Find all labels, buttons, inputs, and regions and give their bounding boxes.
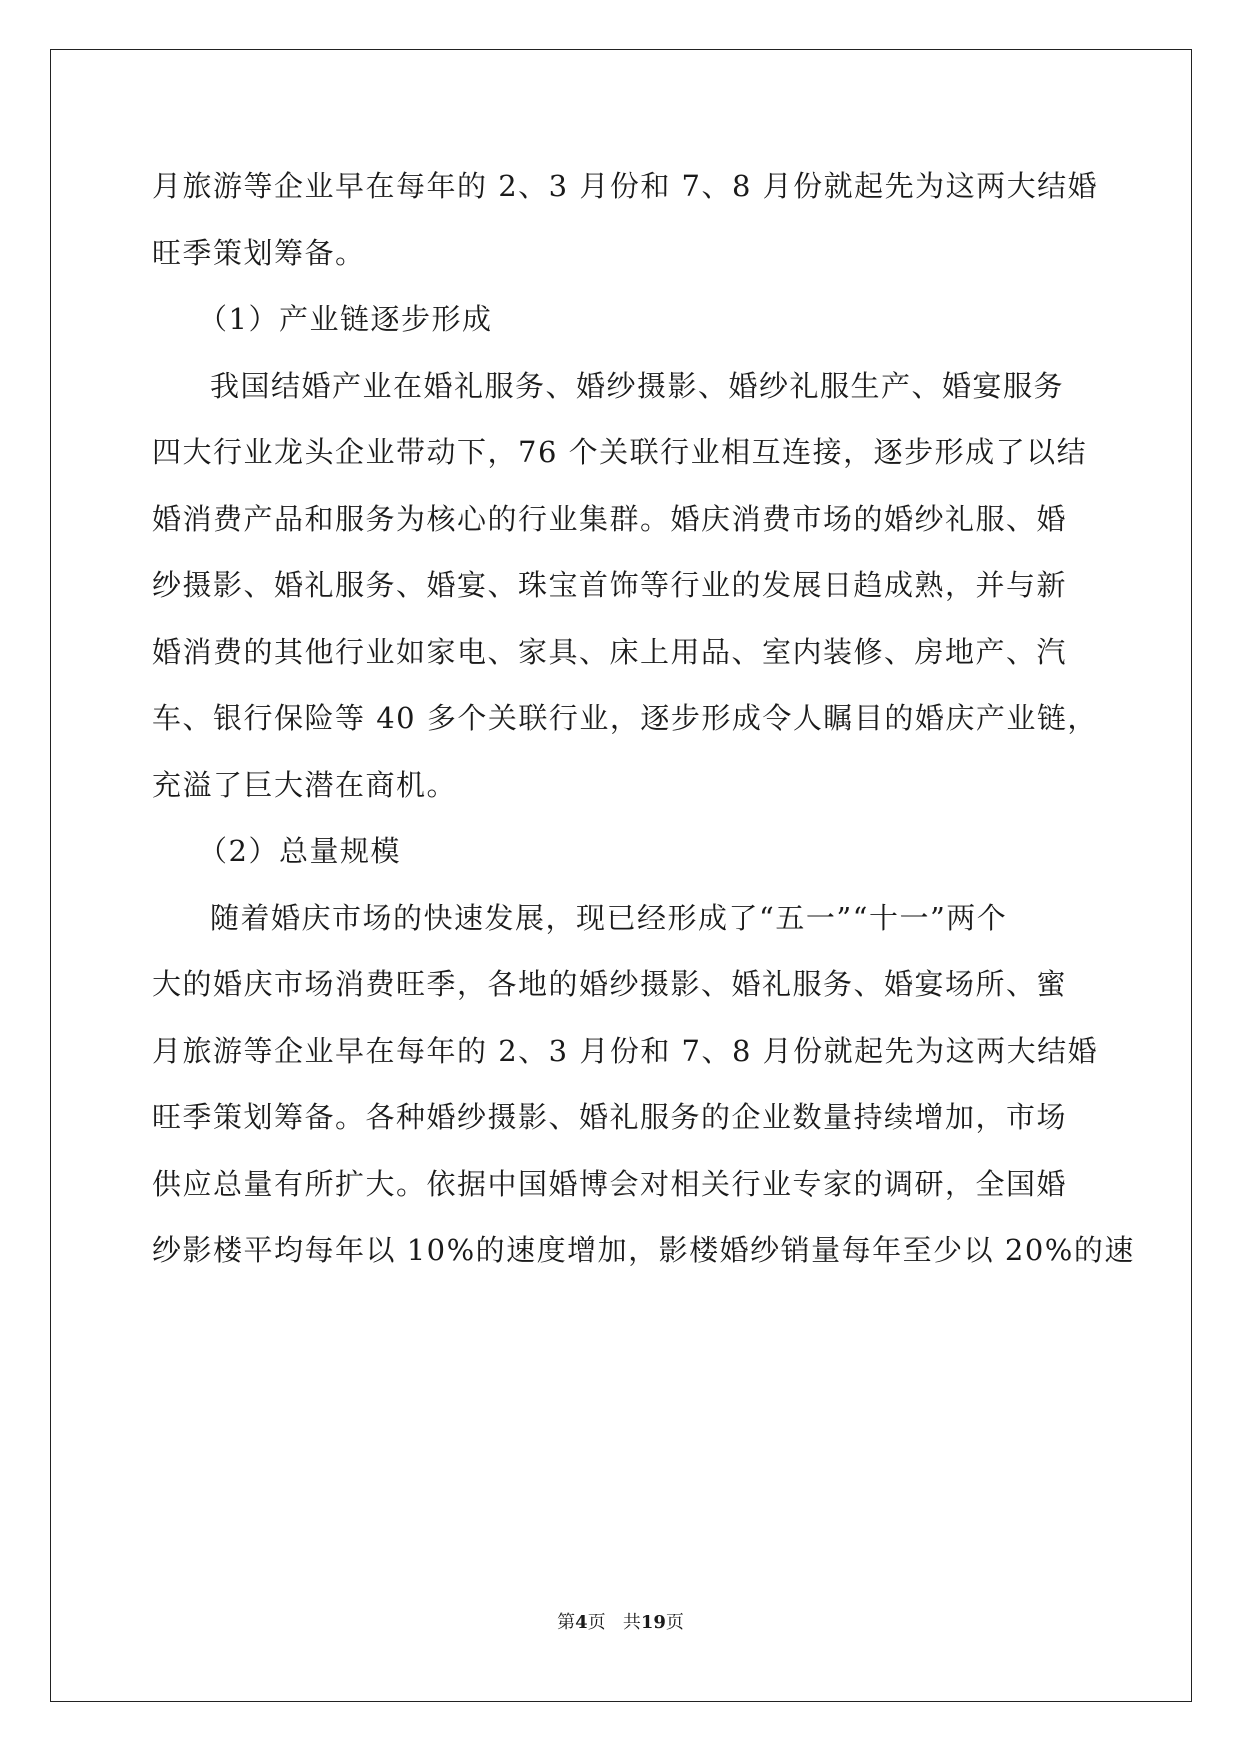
text-line: 婚消费的其他行业如家电、家具、床上用品、室内装修、房地产、汽 (152, 634, 1068, 669)
text-line: 车、银行保险等 40 多个关联行业，逐步形成令人瞩目的婚庆产业链， (152, 701, 1098, 735)
footer-total-pages: 19 (640, 1612, 666, 1633)
footer-page-number: 4 (575, 1612, 588, 1633)
footer-total-suffix: 页 (665, 1612, 684, 1633)
text-line: 婚消费产品和服务为核心的行业集群。婚庆消费市场的婚纱礼服、婚 (152, 501, 1068, 536)
text-line: 充溢了巨大潜在商机。 (152, 767, 458, 802)
page-footer (0, 1608, 1241, 1634)
text-line: 月旅游等企业早在每年的 2、3 月份和 7、8 月份就起先为这两大结婚 (152, 1033, 1099, 1068)
text-line: 四大行业龙头企业带动下，76 个关联行业相互连接，逐步形成了以结 (152, 435, 1088, 469)
text-line: 纱影楼平均每年以 10%的速度增加，影楼婚纱销量每年至少以 20%的速 (152, 1233, 1135, 1267)
footer-page-suffix: 页 (587, 1612, 606, 1633)
text-line: 旺季策划筹备。 (152, 235, 366, 270)
footer-total-prefix: 共 (622, 1612, 641, 1633)
text-line: 随着婚庆市场的快速发展，现已经形成了“五一”“十一”两个 (210, 900, 1008, 935)
section-heading: （2）总量规模 (198, 834, 401, 868)
text-line: 纱摄影、婚礼服务、婚宴、珠宝首饰等行业的发展日趋成熟，并与新 (152, 568, 1068, 602)
footer-prefix: 第 (557, 1612, 576, 1633)
text-line: 供应总量有所扩大。依据中国婚博会对相关行业专家的调研，全国婚 (152, 1166, 1068, 1201)
text-line: 月旅游等企业早在每年的 2、3 月份和 7、8 月份就起先为这两大结婚 (152, 169, 1099, 203)
text-line: 旺季策划筹备。各种婚纱摄影、婚礼服务的企业数量持续增加，市场 (152, 1100, 1068, 1134)
text-line: 大的婚庆市场消费旺季，各地的婚纱摄影、婚礼服务、婚宴场所、蜜 (152, 967, 1068, 1001)
section-heading: （1）产业链逐步形成 (198, 302, 493, 336)
text-line: 我国结婚产业在婚礼服务、婚纱摄影、婚纱礼服生产、婚宴服务 (210, 368, 1065, 403)
document-body (152, 168, 1135, 1299)
